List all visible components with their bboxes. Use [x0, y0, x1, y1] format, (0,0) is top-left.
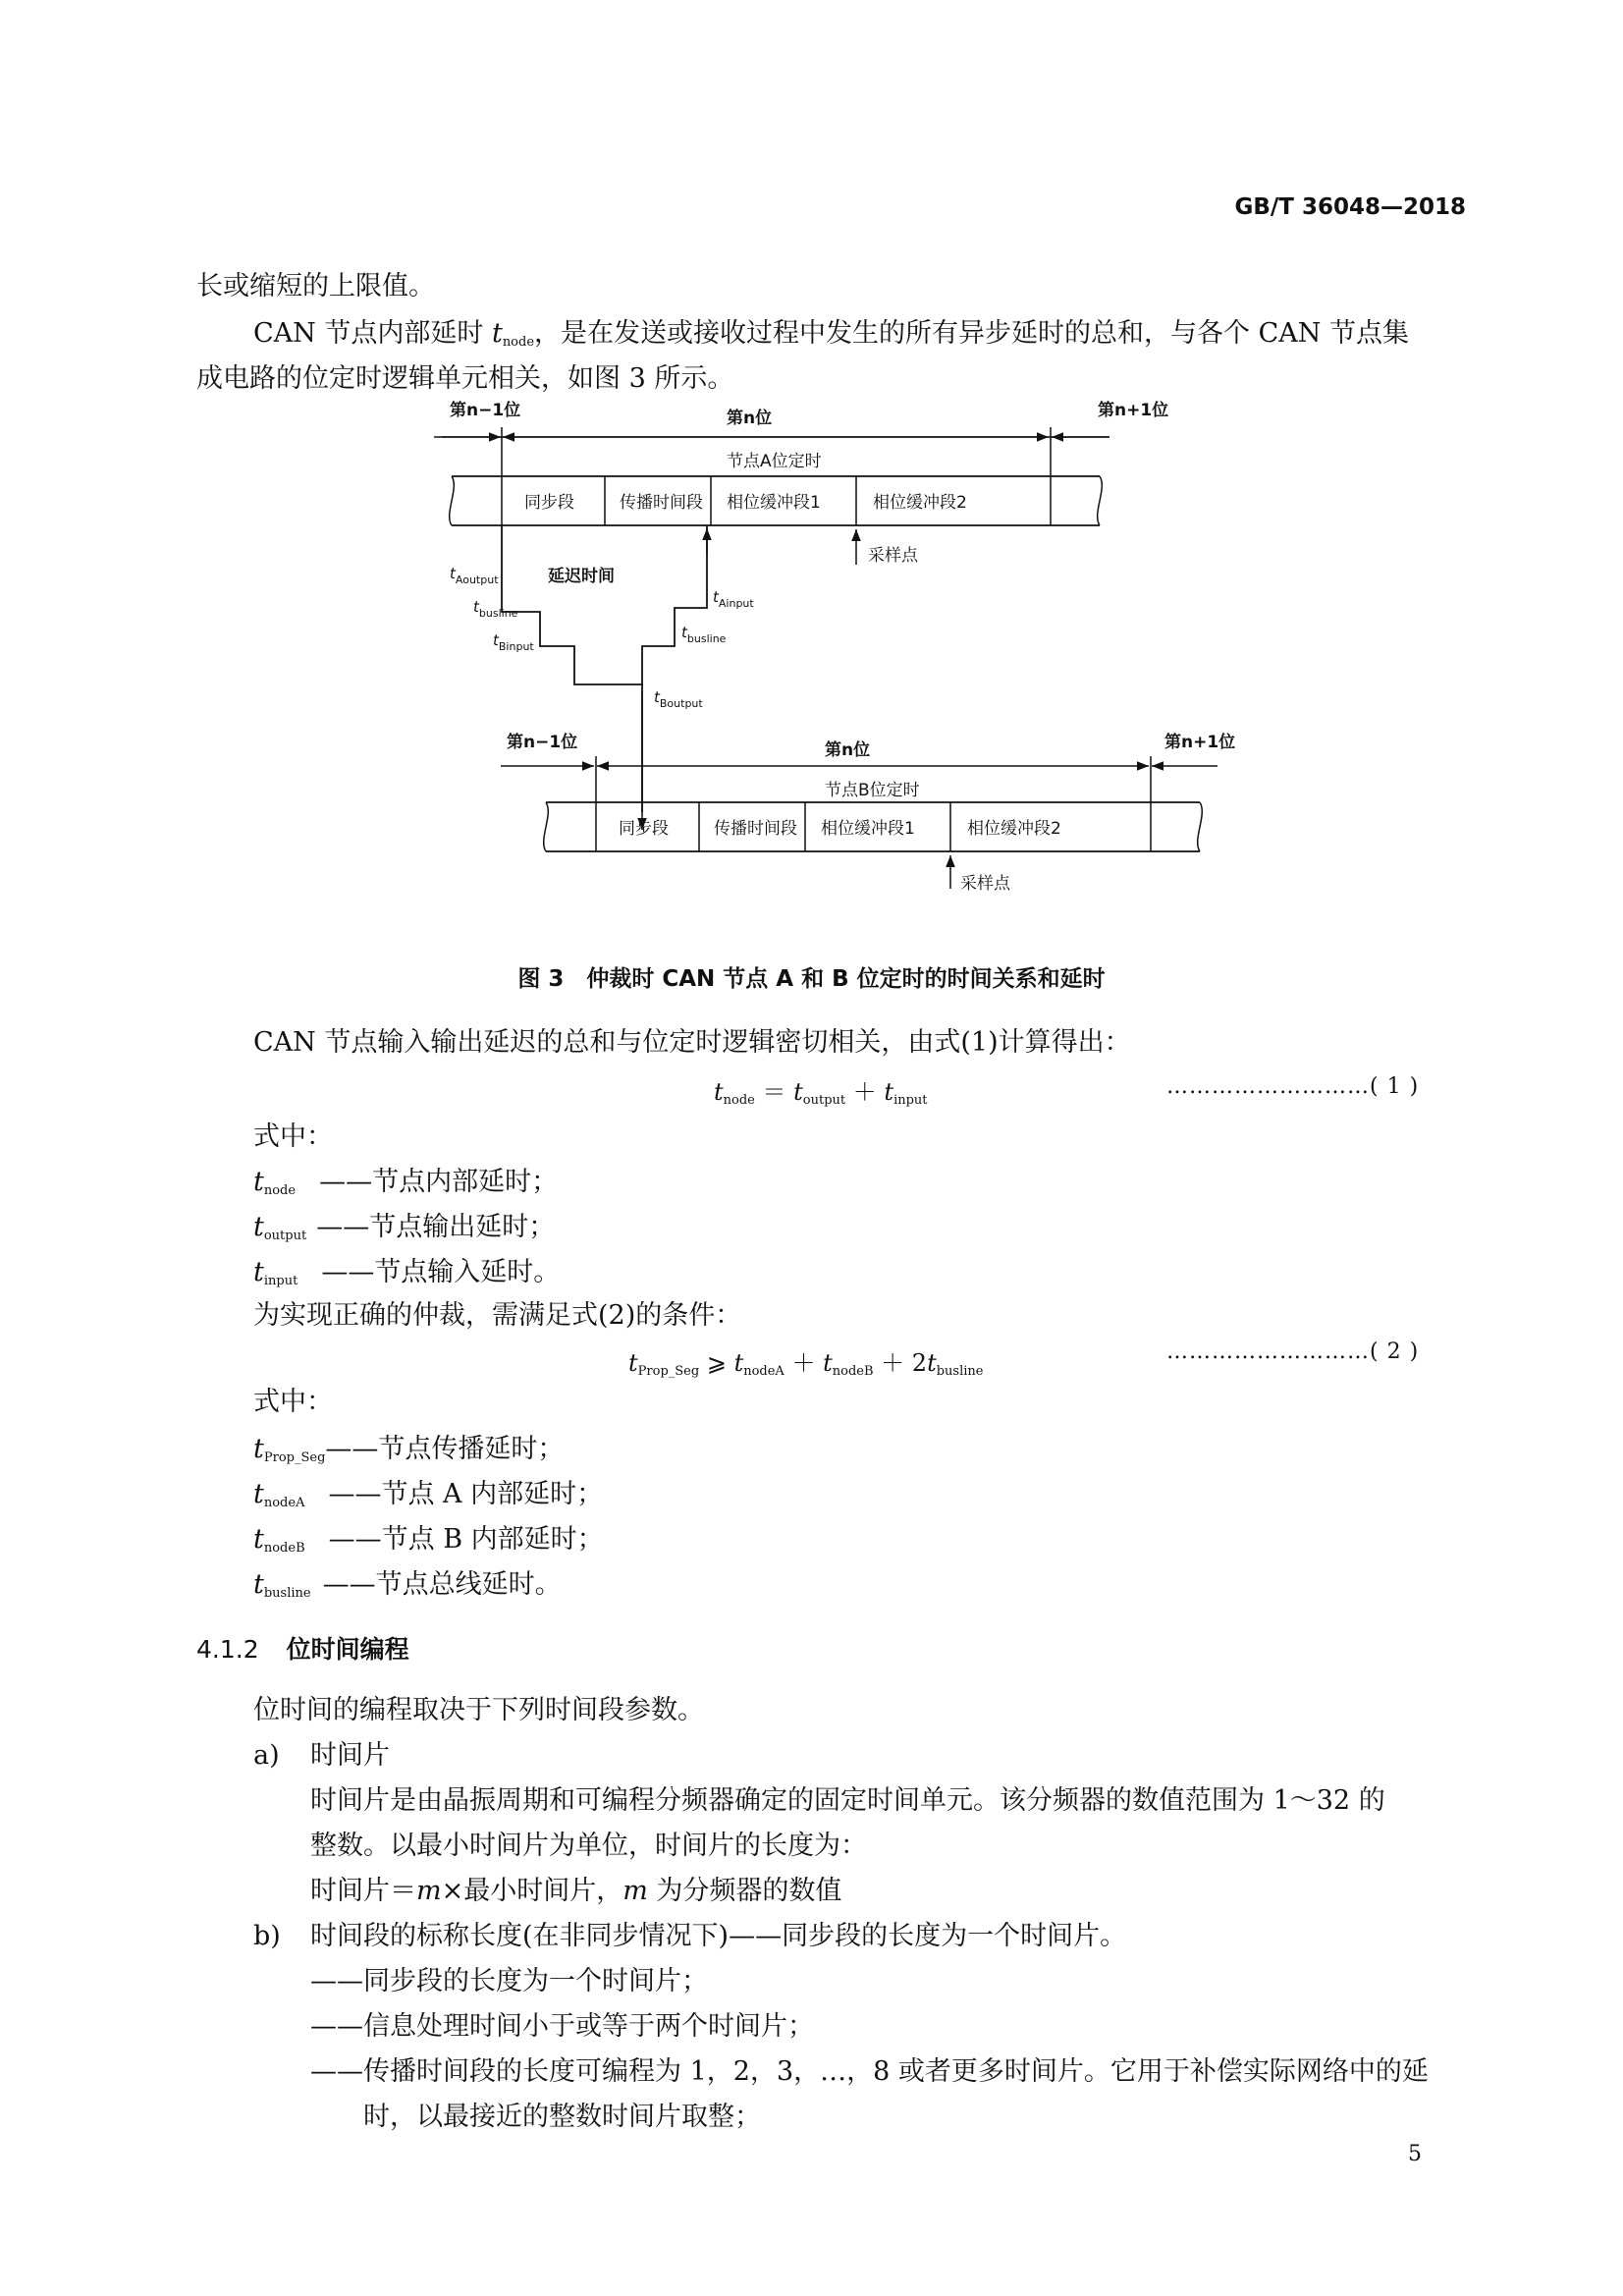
intro-line-2: CAN 节点内部延时 $t_{node}$，是在发送或接收过程中发生的所有异步延时的总和，与各个 CAN 节点集 — [253, 318, 1409, 350]
bit-timing-diagram — [432, 398, 1257, 908]
nodeB-next-bit-label: 第n+1位 — [1164, 733, 1236, 752]
nodeB-segment: 传播时间段 — [714, 819, 797, 839]
eq1-def-node: $t_{node}$ ——节点内部延时； — [253, 1167, 559, 1198]
item-b-dash-3-cont: 时，以最接近的整数时间片取整； — [363, 2102, 761, 2132]
item-b-dash-2: ——信息处理时间小于或等于两个时间片； — [310, 2011, 814, 2042]
item-a-title: 时间片 — [310, 1740, 390, 1771]
delay-path — [502, 525, 707, 684]
nodeB-segment: 相位缓冲段1 — [821, 819, 915, 839]
page-number: 5 — [1408, 2142, 1422, 2166]
item-b-title: 时间段的标称长度(在非同步情况下)——同步段的长度为一个时间片。 — [310, 1921, 1127, 1951]
item-b-dash-1: ——同步段的长度为一个时间片； — [310, 1966, 708, 1996]
eq2-def-propseg: $t_{Prop\_Seg}——$节点传播延时； — [253, 1434, 565, 1465]
nodeB-segment: 同步段 — [619, 819, 669, 839]
nodeB-cur-bit-label: 第n位 — [825, 740, 871, 760]
nodeA-timing-label: 节点A位定时 — [727, 452, 822, 471]
nodeB-timing-label: 节点B位定时 — [825, 781, 920, 800]
item-a-para-2: 整数。以最小时间片为单位，时间片的长度为： — [310, 1831, 867, 1861]
item-b-dash-3: ——传播时间段的长度可编程为 1，2，3，…，8 或者更多时间片。它用于补偿实际网络中的延 — [310, 2056, 1429, 2087]
label-t-busline-a: $t_{busline}$ — [473, 598, 518, 620]
eq2-def-busline: $t_{busline}$ ——节点总线延时。 — [253, 1569, 562, 1601]
nodeB-strip-break-left — [544, 802, 549, 851]
nodeB-sample-label: 采样点 — [960, 874, 1010, 894]
nodeA-sample-label: 采样点 — [868, 546, 918, 566]
eq2-intro: 为实现正确的仲裁，需满足式(2)的条件： — [253, 1300, 742, 1331]
document-id: GB/T 36048—2018 — [1234, 194, 1466, 220]
item-b-marker: b) — [253, 1921, 281, 1951]
eq1-def-input: $t_{input}$ ——节点输入延时。 — [253, 1257, 561, 1288]
nodeA-cur-bit-label: 第n位 — [727, 409, 773, 428]
nodeA-segment: 同步段 — [524, 493, 574, 513]
label-t-binput: $t_{Binput}$ — [493, 631, 534, 653]
eq1-formula: $t_{node} = t_{output} + t_{input}$ — [714, 1078, 928, 1108]
eq1-def-output: $t_{output}$ ——节点输出延时； — [253, 1212, 556, 1243]
eq1-intro: CAN 节点输入输出延迟的总和与位定时逻辑密切相关，由式(1)计算得出： — [253, 1027, 1131, 1058]
eq1-where: 式中： — [253, 1121, 333, 1152]
eq2-where: 式中： — [253, 1387, 333, 1417]
eq2-def-nodeB: $t_{nodeB}$ ——节点 B 内部延时； — [253, 1524, 604, 1556]
nodeA-strip-break-left — [450, 476, 455, 525]
delay-time-label: 延迟时间 — [548, 567, 615, 586]
eq1-leader: ………………………( 1 ) — [1166, 1074, 1420, 1099]
nodeB-strip-break-right — [1198, 802, 1203, 851]
section-intro: 位时间的编程取决于下列时间段参数。 — [253, 1695, 704, 1725]
nodeB-segment: 相位缓冲段2 — [967, 819, 1061, 839]
section-heading: 4.1.2 位时间编程 — [196, 1635, 409, 1664]
intro-line-1: 长或缩短的上限值。 — [196, 271, 435, 301]
label-t-aoutput: $t_{Aoutput}$ — [450, 565, 499, 586]
nodeA-segment: 相位缓冲段1 — [727, 493, 821, 513]
nodeA-strip-break-right — [1098, 476, 1103, 525]
intro-line-3: 成电路的位定时逻辑单元相关，如图 3 所示。 — [196, 363, 734, 394]
label-t-boutput: $t_{Boutput}$ — [654, 688, 703, 710]
eq2-leader: ………………………( 2 ) — [1166, 1339, 1420, 1364]
nodeA-next-bit-label: 第n+1位 — [1098, 401, 1169, 420]
eq2-formula: $t_{Prop\_Seg}$ ⩾ $t_{nodeA} + t_{nodeB} + 2t_{busline}$ — [628, 1349, 984, 1379]
nodeA-prev-bit-label: 第n−1位 — [450, 401, 521, 420]
nodeB-prev-bit-label: 第n−1位 — [507, 733, 578, 752]
eq2-def-nodeA: $t_{nodeA}$ ——节点 A 内部延时； — [253, 1479, 604, 1510]
figure-caption: 图 3 仲裁时 CAN 节点 A 和 B 位定时的时间关系和延时 — [517, 966, 1106, 992]
label-t-busline-b: $t_{busline}$ — [681, 624, 727, 645]
nodeA-segment: 相位缓冲段2 — [873, 493, 967, 513]
item-a-para-1: 时间片是由晶振周期和可编程分频器确定的固定时间单元。该分频器的数值范围为 1～32 的 — [310, 1785, 1385, 1816]
label-t-ainput: $t_{Ainput}$ — [713, 588, 754, 610]
item-a-marker: a) — [253, 1740, 280, 1771]
nodeA-segment: 传播时间段 — [620, 493, 703, 513]
item-a-formula: 时间片＝m×最小时间片，m 为分频器的数值 — [310, 1876, 842, 1906]
